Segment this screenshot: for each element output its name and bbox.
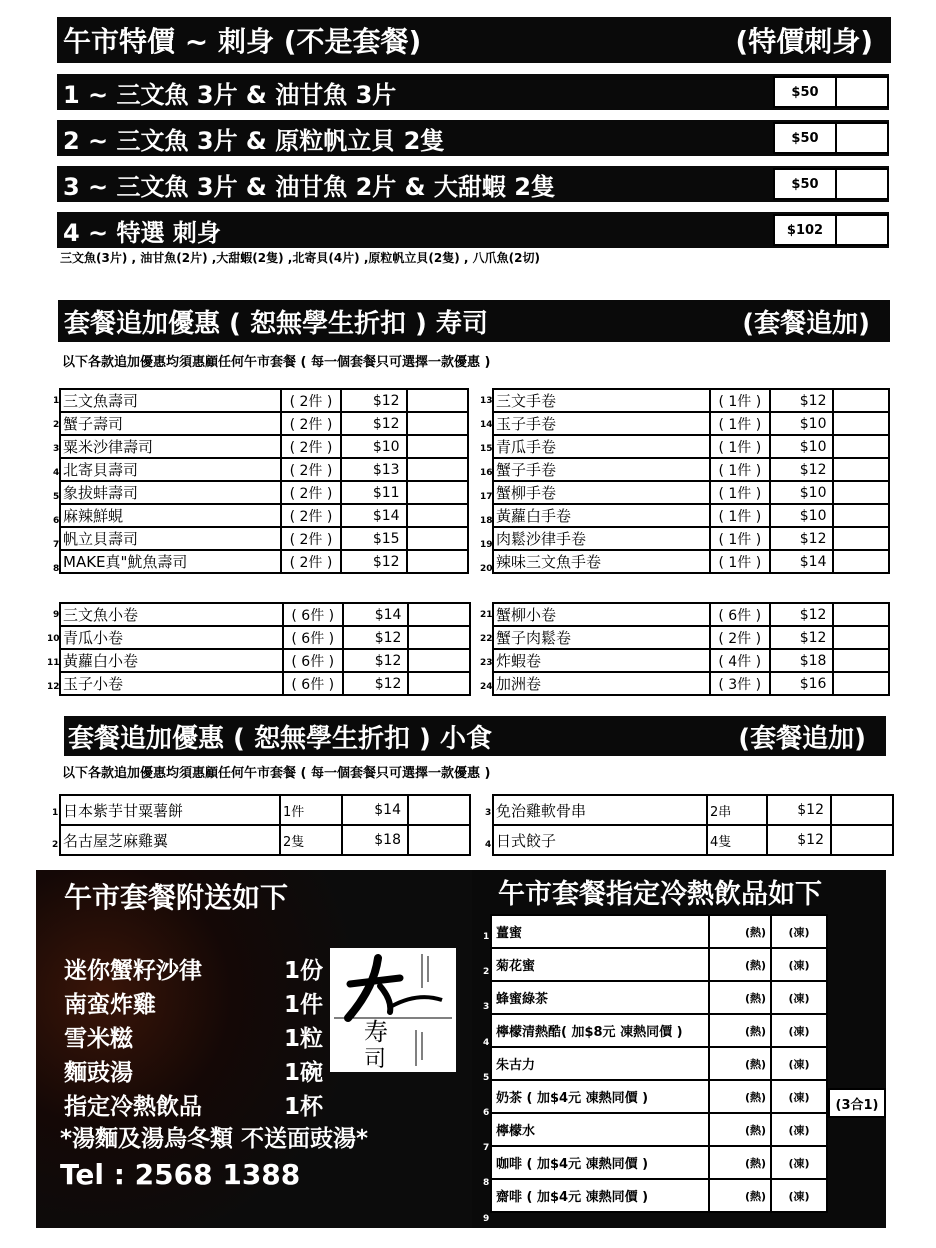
- drink-hot: (熱): [709, 981, 771, 1014]
- item-name: 三文魚壽司: [60, 389, 281, 412]
- snack-row: [60, 825, 470, 855]
- set-extra-qty: 1杯: [284, 1094, 324, 1120]
- drink-cold: (凍): [771, 1080, 827, 1113]
- menu-row: [60, 672, 470, 695]
- set-extra-item: 南蛮炸雞: [64, 992, 156, 1018]
- item-name: 北寄貝壽司: [60, 458, 281, 481]
- item-price: $10: [770, 481, 834, 504]
- item-name: 加洲卷: [493, 672, 710, 695]
- restaurant-telephone: Tel : 2568 1388: [60, 1158, 301, 1191]
- drink-name: 咖啡 ( 加$4元 凍熱同價 ): [491, 1146, 709, 1179]
- special-sashimi-price: $50: [775, 170, 837, 198]
- svg-text:司: 司: [364, 1047, 387, 1072]
- item-number: 3: [53, 444, 60, 454]
- item-qty: ( 1件 ): [710, 458, 770, 481]
- snack-number: 2: [52, 840, 59, 850]
- set-extras-note: *湯麵及湯烏冬類 不送面豉湯*: [60, 1126, 369, 1152]
- item-blank: [407, 550, 468, 573]
- item-number: 24: [480, 682, 493, 692]
- item-price: $12: [770, 626, 834, 649]
- menu-row: [60, 412, 468, 435]
- item-number: 13: [480, 396, 493, 406]
- menu-row: [493, 550, 889, 573]
- drink-number: 3: [483, 1002, 490, 1013]
- snack-table: [492, 794, 894, 856]
- item-price: $16: [770, 672, 834, 695]
- special-sashimi-price-box: [773, 168, 889, 200]
- item-name: 黃蘿白手卷: [493, 504, 710, 527]
- item-price: $14: [343, 603, 409, 626]
- drink-name: 蜂蜜綠茶: [491, 981, 709, 1014]
- item-qty: ( 2件 ): [281, 389, 341, 412]
- restaurant-logo: [330, 948, 456, 1072]
- drinks-title: 午市套餐指定冷熱飲品如下: [498, 879, 822, 910]
- item-number: 8: [53, 564, 60, 574]
- item-price: $10: [341, 435, 407, 458]
- item-price: $12: [343, 672, 409, 695]
- item-number: 5: [53, 492, 60, 502]
- item-qty: ( 2件 ): [281, 527, 341, 550]
- item-qty: ( 6件 ): [283, 626, 343, 649]
- item-name: 玉子手卷: [493, 412, 710, 435]
- snack-price: $12: [767, 825, 831, 855]
- drink-cold: (凍): [771, 981, 827, 1014]
- drink-name: 薑蜜: [491, 915, 709, 948]
- snack-qty: 2隻: [280, 825, 342, 855]
- snack-number: 3: [485, 808, 492, 818]
- snack-blank: [831, 825, 893, 855]
- special-sashimi-price: $102: [775, 216, 837, 244]
- special-sashimi-price-box: [773, 76, 889, 108]
- menu-row: [60, 649, 470, 672]
- menu-table: [59, 388, 469, 574]
- item-number: 7: [53, 540, 60, 550]
- special-sashimi-label: 4 ~ 特選 刺身: [63, 218, 221, 247]
- sashimi-header-bar: [57, 17, 891, 63]
- item-name: 三文手卷: [493, 389, 710, 412]
- drink-cold: (凍): [771, 1113, 827, 1146]
- item-blank: [407, 527, 468, 550]
- drink-row: [491, 1146, 827, 1179]
- sashimi-header-title: 午市特價 ~ 刺身 (不是套餐): [63, 25, 422, 58]
- snack-price: $18: [342, 825, 408, 855]
- menu-row: [493, 626, 889, 649]
- item-price: $10: [770, 435, 834, 458]
- drink-number: 5: [483, 1072, 490, 1083]
- item-number: 18: [480, 516, 493, 526]
- item-qty: ( 6件 ): [283, 649, 343, 672]
- item-number: 11: [47, 658, 60, 668]
- snack-price: $14: [342, 795, 408, 825]
- sashimi-header-tag: (特價刺身): [735, 25, 873, 58]
- item-price: $14: [770, 550, 834, 573]
- item-blank: [408, 649, 470, 672]
- item-name: 肉鬆沙律手卷: [493, 527, 710, 550]
- item-qty: ( 2件 ): [281, 412, 341, 435]
- item-price: $12: [341, 412, 407, 435]
- menu-row: [493, 504, 889, 527]
- item-number: 20: [480, 564, 493, 574]
- drink-name: 菊花蜜: [491, 948, 709, 981]
- item-name: 炸蝦卷: [493, 649, 710, 672]
- item-blank: [407, 435, 468, 458]
- item-blank: [408, 626, 470, 649]
- snack-qty: 4隻: [707, 825, 767, 855]
- menu-row: [493, 481, 889, 504]
- menu-row: [60, 527, 468, 550]
- item-number: 21: [480, 610, 493, 620]
- item-price: $10: [770, 412, 834, 435]
- item-number: 22: [480, 634, 493, 644]
- item-price: $12: [341, 389, 407, 412]
- item-qty: ( 2件 ): [281, 550, 341, 573]
- item-name: 黃蘿白小卷: [60, 649, 283, 672]
- item-qty: ( 1件 ): [710, 435, 770, 458]
- menu-row: [493, 435, 889, 458]
- special-sashimi-price-box: [773, 122, 889, 154]
- menu-row: [60, 458, 468, 481]
- snack-number: 1: [52, 808, 59, 818]
- drink-name: 齋啡 ( 加$4元 凍熱同價 ): [491, 1179, 709, 1212]
- snack-header-tag: (套餐追加): [738, 723, 866, 754]
- item-number: 23: [480, 658, 493, 668]
- menu-row: [60, 435, 468, 458]
- set-extra-qty: 1件: [284, 992, 324, 1018]
- drink-row: [491, 948, 827, 981]
- item-price: $12: [770, 458, 834, 481]
- special-sashimi-price: $50: [775, 124, 837, 152]
- item-name: 象拔蚌壽司: [60, 481, 281, 504]
- set-extras-title: 午市套餐附送如下: [64, 881, 289, 914]
- special-sashimi-label: 1 ~ 三文魚 3片 & 油甘魚 3片: [63, 80, 397, 109]
- snack-row: [493, 825, 893, 855]
- sushi-header-bar: [58, 300, 890, 342]
- item-name: 蟹子壽司: [60, 412, 281, 435]
- drink-hot: (熱): [709, 948, 771, 981]
- snack-header-bar: [64, 716, 886, 756]
- drinks-table: [490, 914, 828, 1213]
- sushi-subtitle: 以下各款追加優惠均須惠顧任何午市套餐 ( 每一個套餐只可選擇一款優惠 ): [62, 355, 491, 370]
- item-blank: [407, 412, 468, 435]
- svg-text:寿: 寿: [364, 1018, 388, 1046]
- item-blank: [408, 672, 470, 695]
- special-sashimi-row: [57, 166, 889, 202]
- item-blank: [833, 458, 889, 481]
- drink-number: 4: [483, 1037, 490, 1048]
- item-price: $15: [341, 527, 407, 550]
- item-number: 4: [53, 468, 60, 478]
- item-blank: [833, 389, 889, 412]
- menu-row: [493, 412, 889, 435]
- item-qty: ( 6件 ): [283, 672, 343, 695]
- item-name: 帆立貝壽司: [60, 527, 281, 550]
- drink-row: [491, 1113, 827, 1146]
- drink-cold: (凍): [771, 1146, 827, 1179]
- snack-name: 名古屋芝麻雞翼: [60, 825, 280, 855]
- menu-row: [60, 626, 470, 649]
- snack-row: [493, 795, 893, 825]
- item-name: 青瓜手卷: [493, 435, 710, 458]
- item-number: 2: [53, 420, 60, 430]
- item-name: 麻辣鮮蜆: [60, 504, 281, 527]
- drink-name: 奶茶 ( 加$4元 凍熱同價 ): [491, 1080, 709, 1113]
- item-number: 14: [480, 420, 493, 430]
- set-extra-qty: 1碗: [284, 1060, 324, 1086]
- menu-row: [60, 504, 468, 527]
- item-price: $10: [770, 504, 834, 527]
- drink-cold: (凍): [771, 1179, 827, 1212]
- special-sashimi-row: [57, 74, 889, 110]
- item-blank: [833, 550, 889, 573]
- item-name: 蟹子肉鬆卷: [493, 626, 710, 649]
- snack-name: 日式餃子: [493, 825, 707, 855]
- milk-tea-combo-label: (3合1): [835, 1097, 879, 1113]
- drink-cold: (凍): [771, 915, 827, 948]
- special-sashimi-label: 2 ~ 三文魚 3片 & 原粒帆立貝 2隻: [63, 126, 445, 155]
- item-qty: ( 1件 ): [710, 389, 770, 412]
- menu-table: [59, 602, 471, 696]
- snack-qty: 1件: [280, 795, 342, 825]
- item-blank: [833, 481, 889, 504]
- item-name: MAKE真"魷魚壽司: [60, 550, 281, 573]
- item-price: $12: [343, 649, 409, 672]
- item-blank: [833, 626, 889, 649]
- drink-cold: (凍): [771, 1014, 827, 1047]
- item-price: $18: [770, 649, 834, 672]
- item-price: $14: [341, 504, 407, 527]
- drink-hot: (熱): [709, 1179, 771, 1212]
- drink-cold: (凍): [771, 948, 827, 981]
- item-price: $13: [341, 458, 407, 481]
- menu-row: [493, 649, 889, 672]
- item-number: 16: [480, 468, 493, 478]
- special-sashimi-row: [57, 120, 889, 156]
- snack-number: 4: [485, 840, 492, 850]
- drink-number: 6: [483, 1108, 490, 1118]
- set-extra-qty: 1份: [284, 958, 324, 984]
- set-extra-item: 雪米糍: [64, 1026, 133, 1052]
- item-name: 蟹柳小卷: [493, 603, 710, 626]
- item-name: 粟米沙律壽司: [60, 435, 281, 458]
- set-extras-panel: [36, 870, 472, 1228]
- drink-row: [491, 1047, 827, 1080]
- special-sashimi-price: $50: [775, 78, 837, 106]
- item-blank: [407, 481, 468, 504]
- snack-subtitle: 以下各款追加優惠均須惠顧任何午市套餐 ( 每一個套餐只可選擇一款優惠 ): [62, 766, 491, 781]
- menu-table: [492, 602, 890, 696]
- milk-tea-combo-box: [828, 1088, 886, 1118]
- drink-hot: (熱): [709, 1113, 771, 1146]
- logo-brush-icon: [330, 948, 456, 1072]
- item-qty: ( 1件 ): [710, 412, 770, 435]
- item-qty: ( 6件 ): [283, 603, 343, 626]
- item-number: 10: [47, 634, 60, 644]
- drink-name: 朱古力: [491, 1047, 709, 1080]
- menu-row: [493, 672, 889, 695]
- menu-table: [492, 388, 890, 574]
- item-name: 辣味三文魚手卷: [493, 550, 710, 573]
- item-number: 6: [53, 516, 60, 526]
- item-blank: [408, 603, 470, 626]
- set-extra-item: 指定冷熱飲品: [64, 1094, 202, 1120]
- special-sashimi-note: 三文魚(3片) , 油甘魚(2片) ,大甜蝦(2隻) ,北寄貝(4片) ,原粒帆立貝(2隻) , 八爪魚(2切): [60, 251, 540, 265]
- snack-name: 免治雞軟骨串: [493, 795, 707, 825]
- item-qty: ( 4件 ): [710, 649, 770, 672]
- set-extra-item: 迷你蟹籽沙律: [64, 958, 202, 984]
- drink-cold: (凍): [771, 1047, 827, 1080]
- item-qty: ( 2件 ): [281, 458, 341, 481]
- item-price: $12: [343, 626, 409, 649]
- special-sashimi-label: 3 ~ 三文魚 3片 & 油甘魚 2片 & 大甜蝦 2隻: [63, 172, 555, 201]
- drink-hot: (熱): [709, 1014, 771, 1047]
- item-number: 1: [53, 396, 60, 406]
- menu-row: [493, 389, 889, 412]
- menu-row: [60, 481, 468, 504]
- item-qty: ( 2件 ): [281, 481, 341, 504]
- sushi-header-tag: (套餐追加): [742, 308, 870, 339]
- drink-row: [491, 981, 827, 1014]
- item-number: 9: [53, 610, 60, 620]
- item-qty: ( 1件 ): [710, 481, 770, 504]
- item-qty: ( 2件 ): [281, 504, 341, 527]
- menu-row: [493, 458, 889, 481]
- item-qty: ( 2件 ): [281, 435, 341, 458]
- menu-row: [60, 550, 468, 573]
- snack-name: 日本紫芋甘粟薯餅: [60, 795, 280, 825]
- drink-number: 9: [483, 1213, 490, 1224]
- snack-blank: [408, 825, 470, 855]
- drink-row: [491, 1179, 827, 1212]
- snack-table: [59, 794, 471, 856]
- drink-hot: (熱): [709, 1047, 771, 1080]
- special-sashimi-row: [57, 212, 889, 248]
- item-name: 蟹柳手卷: [493, 481, 710, 504]
- item-number: 17: [480, 492, 493, 502]
- item-name: 三文魚小卷: [60, 603, 283, 626]
- drink-name: 檸檬水: [491, 1113, 709, 1146]
- item-name: 青瓜小卷: [60, 626, 283, 649]
- drink-number: 1: [483, 932, 490, 942]
- item-blank: [833, 504, 889, 527]
- set-extra-qty: 1粒: [284, 1026, 324, 1052]
- menu-row: [60, 389, 468, 412]
- item-price: $12: [770, 603, 834, 626]
- drink-row: [491, 1014, 827, 1047]
- drink-name: 檸檬清熱酷( 加$8元 凍熱同價 ): [491, 1014, 709, 1047]
- drink-row: [491, 915, 827, 948]
- item-blank: [833, 672, 889, 695]
- drink-hot: (熱): [709, 915, 771, 948]
- drink-number: 7: [483, 1143, 490, 1154]
- item-blank: [407, 389, 468, 412]
- snack-qty: 2串: [707, 795, 767, 825]
- drink-number: 8: [483, 1178, 490, 1189]
- item-name: 玉子小卷: [60, 672, 283, 695]
- item-blank: [833, 527, 889, 550]
- menu-row: [493, 527, 889, 550]
- menu-row: [493, 603, 889, 626]
- item-qty: ( 2件 ): [710, 626, 770, 649]
- item-name: 蟹子手卷: [493, 458, 710, 481]
- drink-row: [491, 1080, 827, 1113]
- item-blank: [407, 504, 468, 527]
- menu-row: [60, 603, 470, 626]
- item-price: $12: [770, 527, 834, 550]
- drink-hot: (熱): [709, 1080, 771, 1113]
- item-number: 12: [47, 682, 60, 692]
- item-blank: [833, 435, 889, 458]
- item-price: $12: [770, 389, 834, 412]
- item-blank: [407, 458, 468, 481]
- snack-blank: [408, 795, 470, 825]
- snack-header-title: 套餐追加優惠 ( 恕無學生折扣 ) 小食: [68, 723, 492, 754]
- item-qty: ( 1件 ): [710, 550, 770, 573]
- item-number: 15: [480, 444, 493, 454]
- special-sashimi-price-box: [773, 214, 889, 246]
- item-qty: ( 1件 ): [710, 527, 770, 550]
- item-blank: [833, 603, 889, 626]
- item-qty: ( 6件 ): [710, 603, 770, 626]
- item-price: $12: [341, 550, 407, 573]
- item-number: 19: [480, 540, 493, 550]
- item-qty: ( 1件 ): [710, 504, 770, 527]
- item-qty: ( 3件 ): [710, 672, 770, 695]
- sushi-header-title: 套餐追加優惠 ( 恕無學生折扣 ) 寿司: [64, 308, 488, 339]
- drink-number: 2: [483, 967, 490, 978]
- item-blank: [833, 412, 889, 435]
- item-blank: [833, 649, 889, 672]
- snack-row: [60, 795, 470, 825]
- drink-hot: (熱): [709, 1146, 771, 1179]
- set-extra-item: 麵豉湯: [64, 1060, 133, 1086]
- snack-blank: [831, 795, 893, 825]
- item-price: $11: [341, 481, 407, 504]
- snack-price: $12: [767, 795, 831, 825]
